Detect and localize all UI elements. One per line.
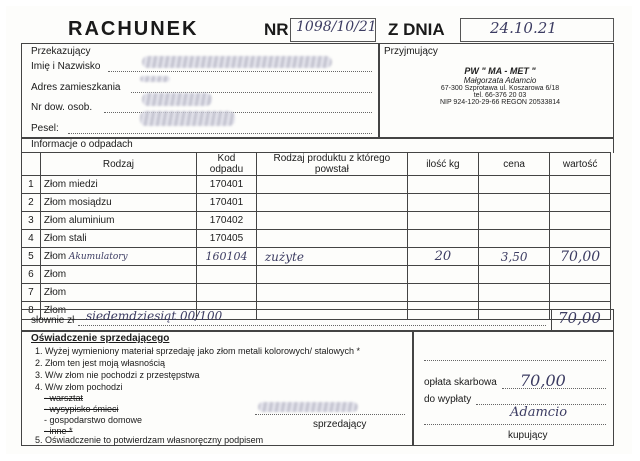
row-code: 160104: [197, 248, 257, 266]
row-number: 1: [22, 176, 41, 194]
fee-value: 70,00: [520, 371, 566, 390]
row-number: 7: [22, 284, 41, 302]
row-product: [256, 266, 407, 284]
date-value: 24.10.21: [490, 19, 557, 37]
waste-info-title: Informacje o odpadach: [31, 139, 133, 150]
row-number: 8: [22, 302, 41, 320]
date-label: Z DNIA: [388, 20, 445, 39]
col-number: [22, 153, 41, 176]
row-number: 6: [22, 266, 41, 284]
row-number: 2: [22, 194, 41, 212]
stamp-street: ul. Koszarowa 6/18: [499, 85, 560, 92]
table-row: [22, 230, 611, 248]
row-number: 4: [22, 230, 41, 248]
col-code: Kod odpadu: [197, 153, 257, 176]
table-row: [22, 284, 611, 302]
row-type: Złom: [40, 302, 196, 320]
stamp-owner: Małgorzata Adamcio: [463, 76, 537, 85]
row-code: 170405: [197, 230, 257, 248]
col-product: Rodzaj produktu z którego powstał: [256, 153, 407, 176]
waste-table: [21, 152, 611, 320]
row-qty: [407, 230, 478, 248]
row-value: [550, 284, 611, 302]
row-price: [478, 266, 549, 284]
total-value: 70,00: [558, 309, 601, 327]
row-price: [478, 194, 549, 212]
row-price: [478, 212, 549, 230]
row-value: 70,00: [550, 248, 611, 266]
table-row: [22, 248, 611, 266]
row-value: [550, 266, 611, 284]
number-label: NR: [264, 20, 289, 39]
declaration-item-1: 1. Wyżej wymieniony materiał sprzedaję jako złom metali kolorowych/ stalowych *: [35, 346, 361, 356]
payout-label: do wypłaty: [424, 394, 472, 405]
seller-signature-line: [255, 414, 405, 415]
company-stamp: [420, 66, 580, 106]
declaration-item-5: 5. Oświadczenie to potwierdzam własnoręczny podpisem: [35, 435, 264, 445]
table-row: [22, 176, 611, 194]
row-type: Złom mosiądzu: [40, 194, 196, 212]
row-value: [550, 212, 611, 230]
document-title: RACHUNEK: [68, 18, 199, 40]
row-value: [550, 194, 611, 212]
row-qty: [407, 266, 478, 284]
option-dump: - wysypisko śmieci: [44, 404, 119, 414]
row-price: [478, 230, 549, 248]
row-number: 3: [22, 212, 41, 230]
row-product: [256, 230, 407, 248]
redacted-pesel: [140, 111, 235, 126]
declaration-title: Oświadczenie sprzedającego: [31, 333, 170, 344]
words-value: siedemdziesiąt 00/100: [86, 309, 223, 323]
row-value: [550, 230, 611, 248]
stamp-company: PW " MA - MET ": [464, 66, 536, 76]
row-product: [256, 284, 407, 302]
col-qty: ilość kg: [407, 153, 478, 176]
fee-label: opłata skarbowa: [424, 377, 497, 388]
name-line: [108, 71, 372, 72]
payment-blank-line: [424, 360, 606, 361]
col-price: cena: [478, 153, 549, 176]
row-product: [256, 194, 407, 212]
words-line: [78, 325, 546, 326]
declaration-item-4: 4. W/w złom pochodzi: [35, 382, 123, 392]
stamp-city: 67-300 Szprotawa: [440, 85, 498, 92]
row-code: 170401: [197, 194, 257, 212]
redacted-id: [142, 93, 212, 106]
row-type: Złom: [40, 284, 196, 302]
pesel-line: [68, 133, 372, 134]
pesel-label: Pesel:: [31, 123, 59, 134]
table-row: [22, 212, 611, 230]
row-type: [40, 248, 196, 266]
table-header-row: [22, 153, 611, 176]
stamp-nip: NIP 924-120-29-66 REGON 20533814: [439, 99, 561, 106]
buyer-signature: Adamcio: [510, 405, 568, 420]
row-product: [256, 212, 407, 230]
option-other: - inne *: [44, 426, 73, 436]
row-number: 5: [22, 248, 41, 266]
row-type: Złom stali: [40, 230, 196, 248]
option-household: - gospodarstwo domowe: [44, 415, 143, 425]
table-row: [22, 266, 611, 284]
buyer-signature-line: [424, 424, 606, 425]
address-label: Adres zamieszkania: [31, 82, 121, 93]
row-type: Złom aluminium: [40, 212, 196, 230]
row-qty: [407, 212, 478, 230]
option-workshop: - warsztat: [44, 393, 84, 403]
redacted-seller-signature: [258, 402, 358, 412]
row-type-label: Złom: [43, 251, 67, 262]
buyer-title: Przyjmujący: [384, 46, 438, 57]
row-value: [550, 176, 611, 194]
row-code: 170402: [197, 212, 257, 230]
redacted-name: [142, 56, 332, 68]
table-row: [22, 194, 611, 212]
row-price: [478, 284, 549, 302]
stamp-phone: tel. 66-376 20 03: [473, 92, 527, 99]
words-label: słownie zł: [31, 315, 75, 326]
row-code: [197, 266, 257, 284]
declaration-item-3: 3. W/w złom nie pochodzi z przestępstwa: [35, 370, 200, 380]
row-qty: [407, 284, 478, 302]
row-product: [256, 176, 407, 194]
row-price: 3,50: [478, 248, 549, 266]
row-price: [478, 176, 549, 194]
name-label: Imię i Nazwisko: [31, 61, 101, 72]
col-type: Rodzaj: [40, 153, 196, 176]
declaration-item-2: 2. Złom ten jest moją własnością: [35, 358, 166, 368]
row-qty: 20: [407, 248, 478, 266]
row-code: [197, 284, 257, 302]
row-code: 170401: [197, 176, 257, 194]
seller-sign-label: sprzedający: [313, 419, 367, 430]
row-product: zużyte: [256, 248, 407, 266]
row-qty: [407, 194, 478, 212]
row-type: Złom: [40, 266, 196, 284]
redacted-address: [140, 76, 170, 82]
row-type-handwritten: Akumulatory: [68, 252, 128, 262]
total-divider: [551, 309, 552, 331]
seller-title: Przekazujący: [31, 46, 91, 57]
buyer-sign-label: kupujący: [508, 430, 548, 441]
col-value: wartość: [550, 153, 611, 176]
number-value: 1098/10/21: [296, 19, 377, 35]
row-qty: [407, 176, 478, 194]
row-type: Złom miedzi: [40, 176, 196, 194]
id-label: Nr dow. osob.: [31, 102, 93, 113]
